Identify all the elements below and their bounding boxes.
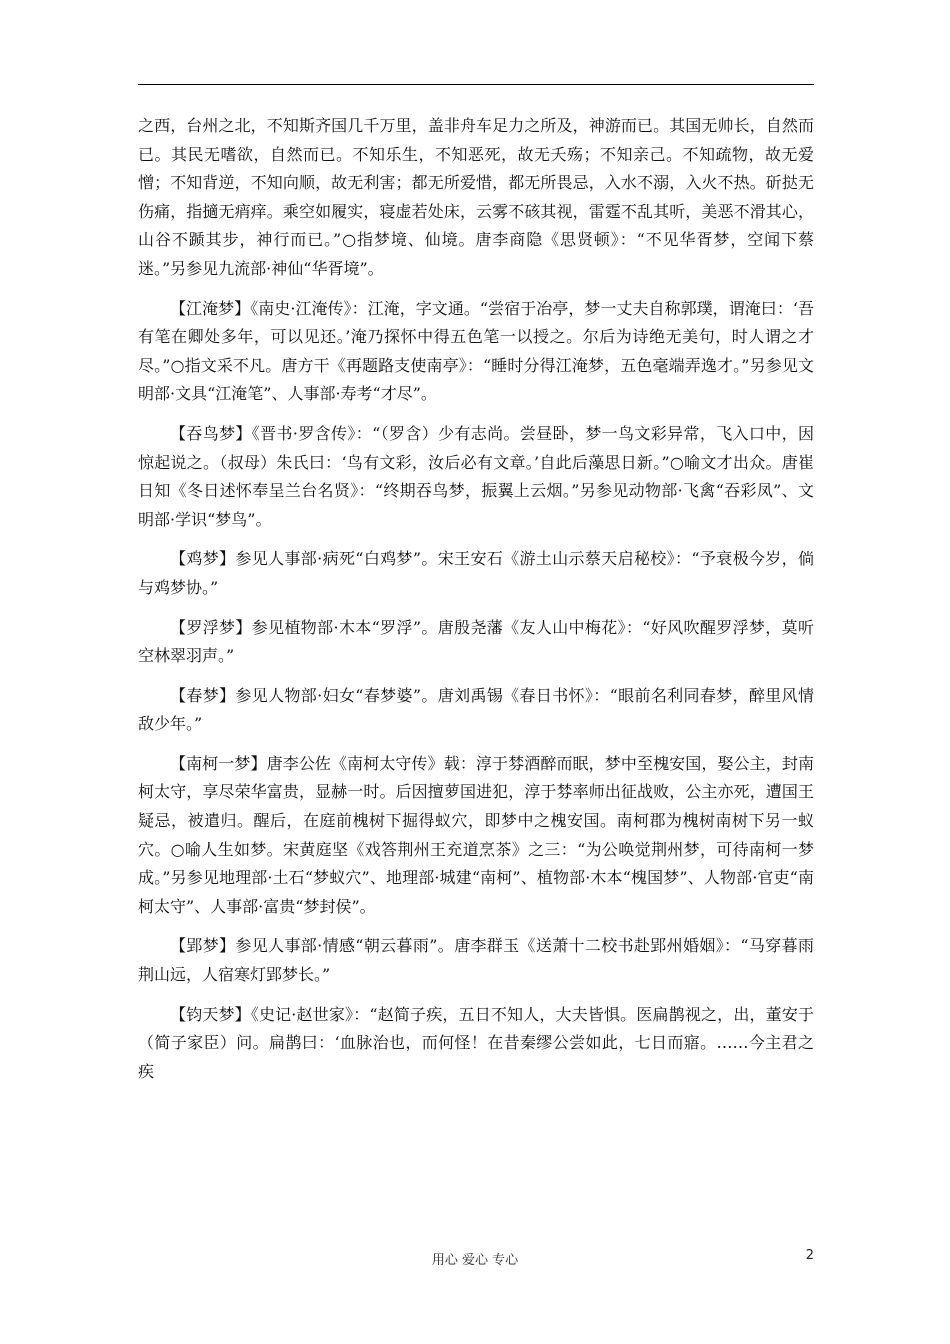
header-rule [138,84,814,85]
paragraph-luofu-meng: 【罗浮梦】参见植物部·木本“罗浮”。唐殷尧藩《友人山中梅花》：“好风吹醒罗浮梦，莫听空林翠羽声。” [138,617,814,666]
document-body [138,112,814,1097]
page-number: 2 [805,1248,814,1263]
paragraph-nanke-yimeng: 【南柯一梦】唐李公佐《南柯太守传》载：淳于棼酒醉而眠，梦中至槐安国，娶公主，封南柯太守，享尽荣华富贵，显赫一时。后因擅萝国进犯，淳于棼率师出征战败，公主亦死，遭国王疑忌，被遣归。醒后，在庭前槐树下掘得蚁穴，即梦中之槐安国。南柯郡为槐树南树下另一蚁穴。○喻人生如梦。宋黄庭坚《戏答荆州王充道烹茶》之三：“为公唤觉荆州梦，可待南柯一梦成。”另参见地理部·土石“梦蚁穴”、地理部·城建“南柯”、植物部·木本“槐国梦”、人物部·官吏“南柯太守”、人事部·富贵“梦封侯”。 [138,753,814,916]
paragraph-tunniao-meng: 【吞鸟梦】《晋书·罗含传》：“（罗含）少有志尚。尝昼卧，梦一鸟文彩异常，飞入口中，因惊起说之。（叔母）朱氏曰：‘鸟有文彩，汝后必有文章。’自此后藻思日新。”○喻文才出众。唐崔日知《冬日述怀奉呈兰台名贤》：“终期吞鸟梦，振翼上云烟。”另参见动物部·飞禽“吞彩凤”、文明部·学识“梦鸟”。 [138,423,814,529]
paragraph-ji-meng: 【鸡梦】参见人事部·病死“白鸡梦”。宋王安石《游土山示蔡天启秘校》：“予衰极今岁，倘与鸡梦协。” [138,549,814,597]
paragraph-jiangyan-meng: 【江淹梦】《南史·江淹传》：江淹，字文通。“尝宿于冶亭，梦一丈夫自称郭璞，谓淹曰：‘吾有笔在卿处多年，可以见还。’淹乃探怀中得五色笔一以授之。尔后为诗绝无美句，时人谓之才尽。”○指文采不凡。唐方干《再题路支使南亭》：“睡时分得江淹梦，五色毫端弄逸才。”另参见文明部·文具“江淹笔”、人事部·寿考“才尽”。 [138,298,814,404]
paragraph-continuation: 之西，台州之北，不知斯齐国几千万里，盖非舟车足力之所及，神游而已。其国无帅长，自然而已。其民无嗜欲，自然而已。不知乐生，不知恶死，故无夭殇；不知亲己。不知疏物，故无爱憎；不知背逆，不知向顺，故无利害；都无所爱惜，都无所畏忌，入水不溺，入火不热。斫挞无伤痛，指擿无痟痒。乘空如履实，寝虚若处床，云雾不硋其视，雷霆不乱其听，美恶不滑其心，山谷不踬其步，神行而已。”○指梦境、仙境。唐李商隐《思贤顿》：“不见华胥梦，空闻下蔡迷。”另参见九流部·神仙“华胥境”。 [138,116,814,278]
paragraph-chun-meng: 【春梦】参见人物部·妇女“春梦婆”。唐刘禹锡《春日书怀》：“眼前名利同春梦，醉里风情敌少年。” [138,685,814,734]
footer-motto: 用心 爱心 专心 [431,1253,519,1268]
paragraph-ying-meng: 【郢梦】参见人事部·情感“朝云暮雨”。唐李群玉《送萧十二校书赴郢州婚姻》：“马穿暮雨荆山远，人宿寒灯郢梦长。” [138,936,814,985]
paragraph-juntian-meng: 【钧天梦】《史记·赵世家》：“赵简子疾，五日不知人，大夫皆惧。医扁鹊视之，出，董安于（简子家臣）问。扁鹊曰：‘血脉治也，而何怪！在昔秦缪公尝如此，七日而寤。……今主君之疾 [138,1004,814,1081]
